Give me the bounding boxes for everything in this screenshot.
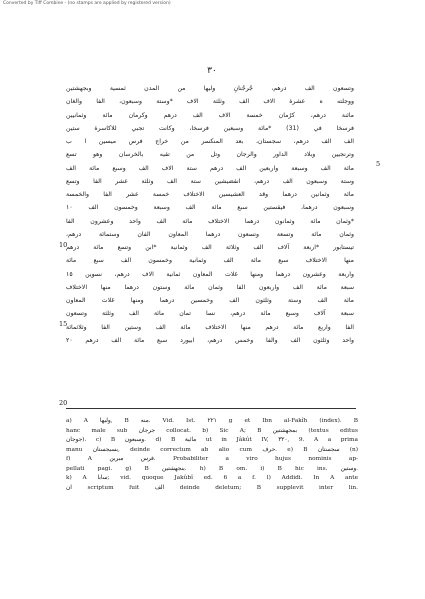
- footnote-line: pellati pagi. g) B بنجهشتين. h) B om. i) B hic ins. وستين.: [66, 465, 358, 472]
- margin-line-number: 15: [59, 320, 68, 328]
- converter-watermark: Converted by Tiff Combine - (no stamps are applied by registered version): [3, 1, 171, 6]
- text-line: فرسخا في (31) *مائة وسبعين فرسخا، وكانت تجبي للاكاسرة ستين: [66, 124, 354, 132]
- footnote-line: a) A وليها, B منه. Vid. Ist. ٢٢١ g et Ibn al-Fakîh (index). B: [66, 418, 358, 424]
- text-line: وترنجيين وبلاد الداور والرجان وتل من تقيه بالخرسان وهو تسع: [66, 151, 354, 159]
- text-line: وثمان مائة وتسعة وتسعون درهما المعاون الفان وستمائة درهم،: [66, 230, 354, 238]
- margin-line-number: 20: [59, 399, 68, 407]
- text-line: واربعة وعشرون درهما ومنها غلات المعاون ثمانية الاف درهم، نسوين ١٥: [66, 270, 354, 278]
- footnote-line: جوجان). c) B وسبعون. d) B مائية ut in Jâkût IV, ٣٢٠, 9. A a prima: [66, 437, 358, 443]
- text-line: مائنة درهم، كرُمان خمسة الاف الف درهم وكرمان مائة وثمانيين: [66, 111, 354, 119]
- text-line: *وثمان مائة وثمانون درهما الاختلاف مائة الف واحد وعشرون الفا: [66, 217, 354, 225]
- text-line: وستة وسبعون الف درهم، انقضيشين ستة الف وثلثة عشر الفا وتسع: [66, 177, 354, 185]
- margin-line-number: 5: [376, 160, 381, 168]
- footnote-line: hanc male sub جرجان collocat. b) Sic A; B بمجهشتين (textus editus: [66, 427, 358, 434]
- text-line: مائة وثمانين درهما وقد العشيسين الاختلاف خمسة عشر الفا والخمسة: [66, 191, 354, 198]
- footnote-line: f) A فرس مبرين. Probabiliter a viro hujus nominis ap-: [66, 456, 358, 462]
- margin-line-number: 10: [59, 241, 68, 249]
- page-number: ٣٠: [207, 66, 217, 76]
- footnote-divider: [66, 408, 356, 409]
- footnote-line: k) A سابا; vid. quoque Jakûbî ed. 6 a f. l) Addidi. In A ante: [66, 475, 358, 481]
- footnote-line: manu بسيجستان, deinde correctum ab alio cum حرف. e) B سجستان (n): [66, 446, 358, 453]
- text-line: الفا واربع مائة درهم منها الاختلاف مائة الف وستين الفا وثلاثمائة: [66, 323, 354, 331]
- text-line: الف الف درهم، سجستان، بعد المنكسر من خراج فرس ميسين ا ب: [66, 138, 354, 145]
- text-line: وسبعون درهما، فيقستين سبع مائة الف وسبعة وخمسون الف ١٠: [66, 204, 354, 212]
- footnotes: [66, 417, 358, 493]
- footnote-line: ان scriptum fuit الف deinde deletum; B supplevit inter lin.: [66, 484, 358, 491]
- text-line: مائة الف وسبعة واربعين الف درهم ستة الاف الف وسبع مائة الف: [66, 164, 354, 172]
- text-line: واحد وثلثون الف والفا وخمس درهم، ابيورد سبع مائة الف درهم ٢٠: [66, 336, 354, 344]
- arabic-body-text: [66, 82, 354, 347]
- text-line: مائة الف وستة وثلثون الف وخمسين درهما ومنها غلات المعاون: [66, 297, 354, 304]
- text-line: منها الاختلاف سبع مائة الف وثمانية وخمسون الف سبع مائة: [66, 257, 354, 265]
- text-line: وتسعون الف درهم، جُرجُنانِ وليها من المدن ثمسية وبجهشتين: [66, 85, 354, 92]
- text-line: تيستابور *اربعة آلاف الف وثلاثة الف وثمانية *ابن وتسع مائة درهم: [66, 244, 354, 251]
- text-line: سبعة آلاف وسبع مائة درهم، نسا تمان مائة الف وثلثة وتسعون: [66, 310, 354, 318]
- text-line: ووجلته ه عشرة الاف الف وثلثة الاف *وستة وسبعون، الفا والغان: [66, 98, 354, 106]
- text-line: سبعة مائة الف واربعون الفا وثمان مائة وستون درهما منها الاختلاف: [66, 283, 354, 291]
